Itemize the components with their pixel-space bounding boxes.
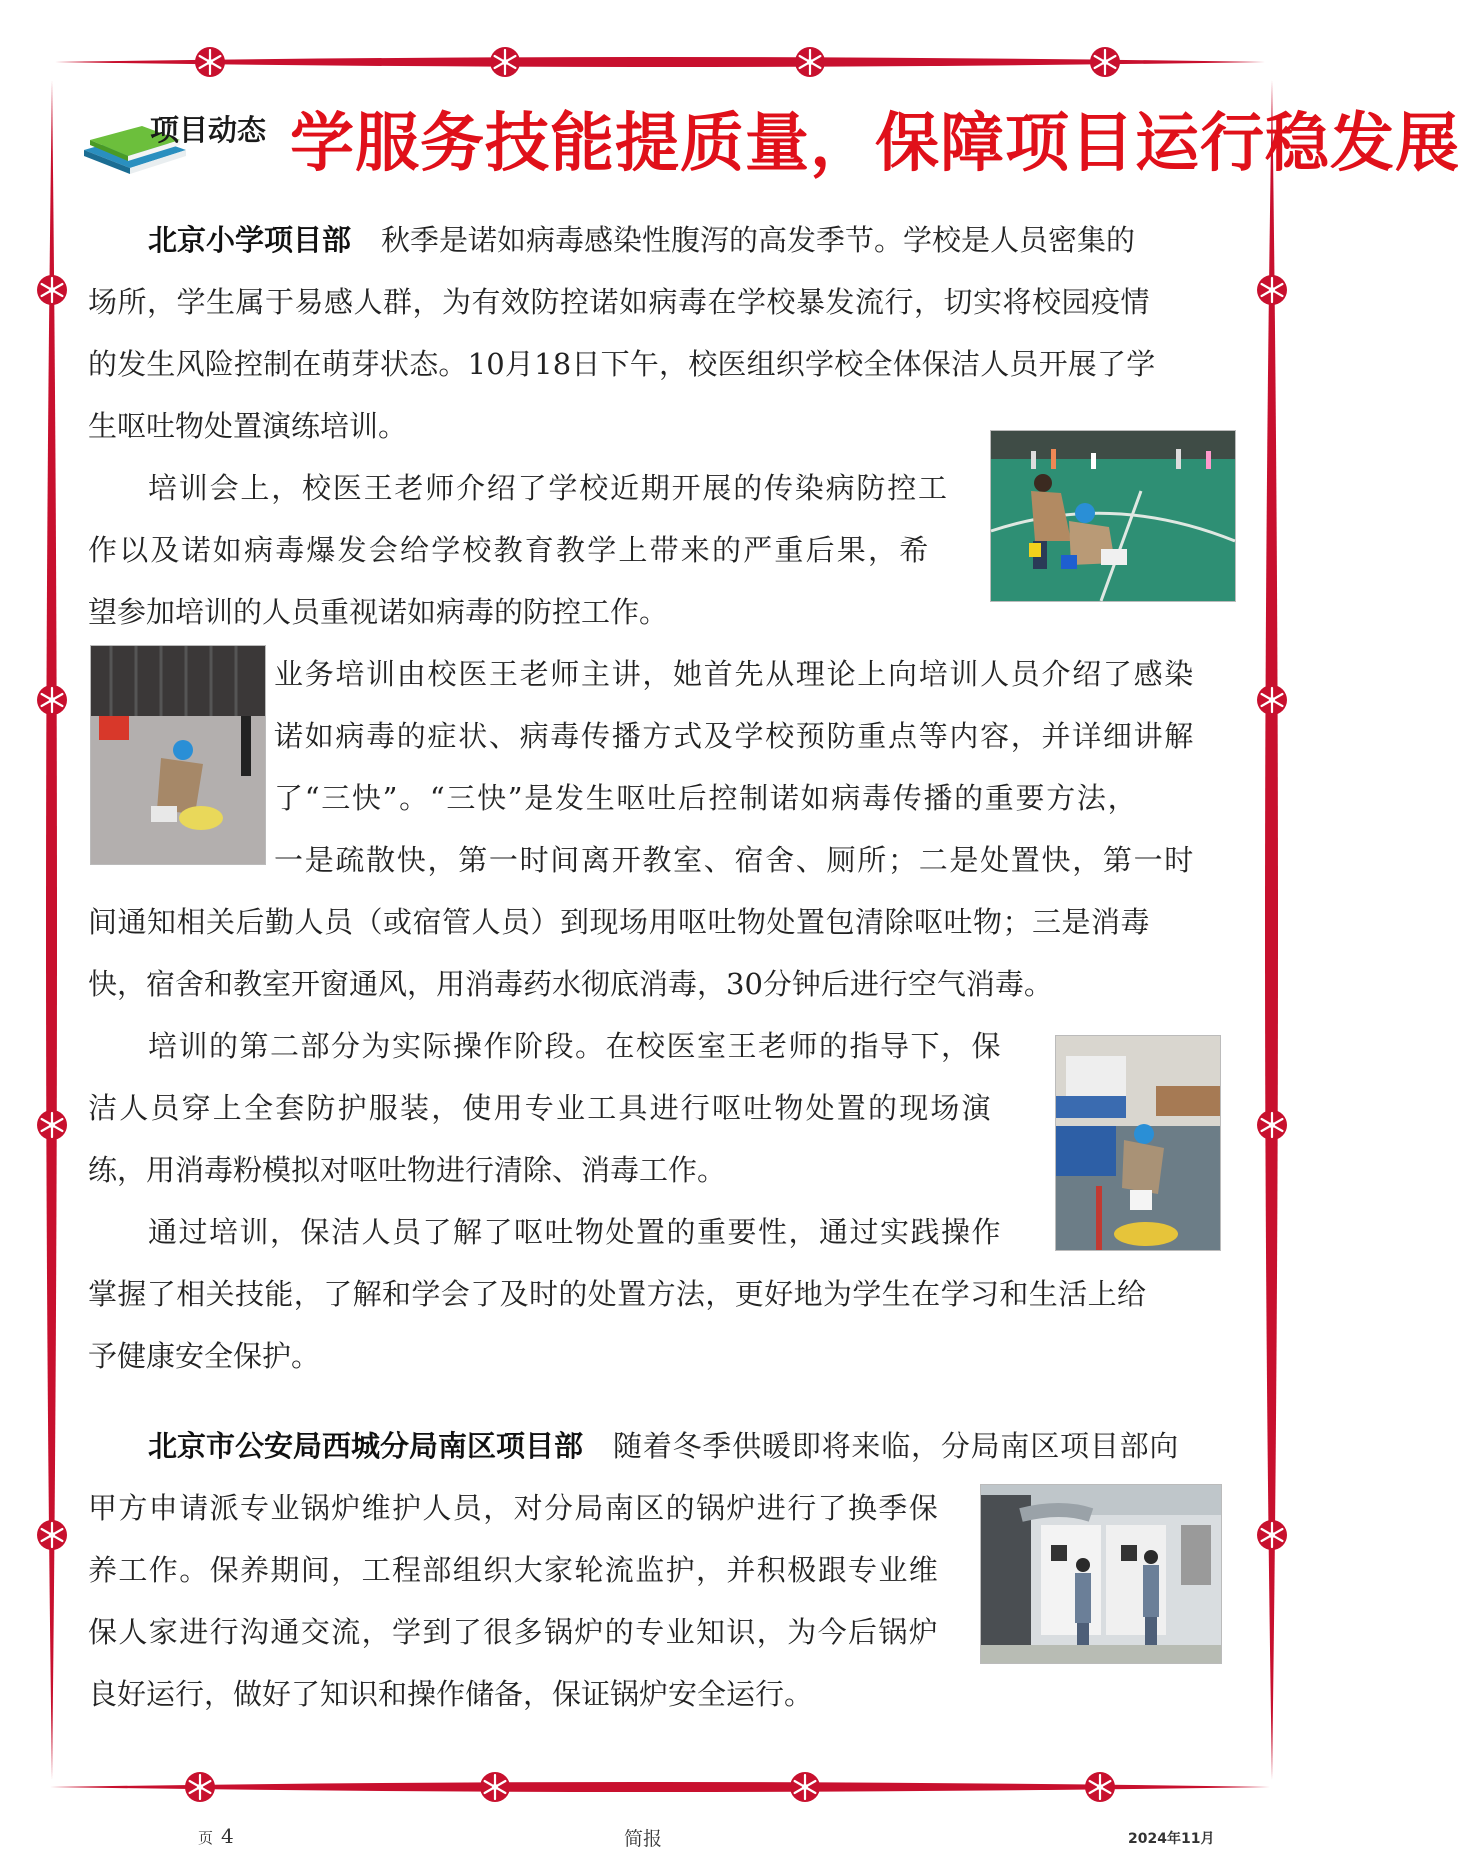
paragraph-line: 良好运行，做好了知识和操作储备，保证锅炉安全运行。 (88, 1677, 814, 1711)
paragraph-line: 的发生风险控制在萌芽状态。10月18日下午，校医组织学校全体保洁人员开展了学 (88, 347, 1156, 381)
page-number: 页 4 (198, 1824, 234, 1848)
snowflake-icon (37, 275, 67, 305)
paragraph-line: 掌握了相关技能，了解和学会了及时的处置方法，更好地为学生在学习和生活上给 (88, 1277, 1147, 1311)
paragraph-line: 快，宿舍和教室开窗通风，用消毒药水彻底消毒，30分钟后进行空气消毒。 (88, 967, 1053, 1001)
snowflake-icon (1090, 47, 1120, 77)
paragraph-line: 作以及诺如病毒爆发会给学校教育教学上带来的严重后果，希 (88, 533, 931, 567)
snowflake-icon (1257, 1110, 1287, 1140)
snowflake-icon (1257, 275, 1287, 305)
snowflake-icon (185, 1772, 215, 1802)
paragraph-line: 场所，学生属于易感人群，为有效防控诺如病毒在学校暴发流行，切实将校园疫情 (88, 285, 1151, 319)
training-photo-gym (990, 430, 1236, 602)
paragraph-line: 望参加培训的人员重视诺如病毒的防控工作。 (88, 595, 669, 629)
page-title: 学服务技能提质量，保障项目运行稳发展 (290, 107, 1460, 181)
snowflake-icon (490, 47, 520, 77)
footer-title: 简报 (624, 1828, 663, 1850)
paragraph-line: 一是疏散快，第一时间离开教室、宿舍、厕所；二是处置快，第一时 (274, 843, 1196, 877)
paragraph-line: 甲方申请派专业锅炉维护人员，对分局南区的锅炉进行了换季保 (88, 1491, 940, 1525)
paragraph-line: 洁人员穿上全套防护服装，使用专业工具进行呕吐物处置的现场演 (88, 1091, 993, 1125)
paragraph-line: 予健康安全保护。 (88, 1339, 321, 1373)
snowflake-icon (1257, 685, 1287, 715)
snowflake-icon (480, 1772, 510, 1802)
paragraph-line: 通过培训，保洁人员了解了呕吐物处置的重要性，通过实践操作 (148, 1215, 1003, 1249)
snowflake-icon (790, 1772, 820, 1802)
boiler-maintenance-photo (980, 1484, 1222, 1664)
paragraph-line: 诺如病毒的症状、病毒传播方式及学校预防重点等内容，并详细讲解 (274, 719, 1196, 753)
training-photo-corridor (90, 645, 266, 865)
snowflake-icon (1085, 1772, 1115, 1802)
training-photo-classroom (1055, 1035, 1221, 1251)
snowflake-icon (195, 47, 225, 77)
line-text: 秋季是诺如病毒感染性腹泻的高发季节。学校是人员密集的 (381, 223, 1136, 257)
snowflake-icon (1257, 1520, 1287, 1550)
paragraph-line: 间通知相关后勤人员（或宿管人员）到现场用呕吐物处置包清除呕吐物；三是消毒 (88, 905, 1151, 939)
line-text: 随着冬季供暖即将来临，分局南区项目部向 (613, 1429, 1180, 1463)
paragraph-line: 培训的第二部分为实际操作阶段。在校医室王老师的指导下，保 (148, 1029, 1003, 1063)
paragraph-line: 练，用消毒粉模拟对呕吐物进行清除、消毒工作。 (88, 1153, 727, 1187)
section-tag: 项目动态 (150, 113, 267, 147)
snowflake-icon (37, 1110, 67, 1140)
paragraph-line: 养工作。保养期间，工程部组织大家轮流监护，并积极跟专业维 (88, 1553, 940, 1587)
snowflake-icon (37, 1520, 67, 1550)
paragraph-line: 培训会上，校医王老师介绍了学校近期开展的传染病防控工 (148, 471, 949, 505)
snowflake-icon (795, 47, 825, 77)
snowflake-icon (37, 685, 67, 715)
paragraph-line: 保人家进行沟通交流，学到了很多锅炉的专业知识，为今后锅炉 (88, 1615, 940, 1649)
paragraph-line: 生呕吐物处置演练培训。 (88, 409, 408, 443)
department-label: 北京市公安局西城分局南区项目部 (148, 1429, 584, 1463)
paragraph-line (88, 222, 1248, 258)
paragraph-line (148, 1428, 1179, 1464)
issue-date: 2024年11月 (1128, 1831, 1215, 1847)
paragraph-line: 业务培训由校医王老师主讲，她首先从理论上向培训人员介绍了感染 (274, 657, 1196, 691)
department-label: 北京小学项目部 (148, 223, 352, 257)
paragraph-line: 了“三快”。“三快”是发生呕吐后控制诺如病毒传播的重要方法， (274, 781, 1139, 815)
